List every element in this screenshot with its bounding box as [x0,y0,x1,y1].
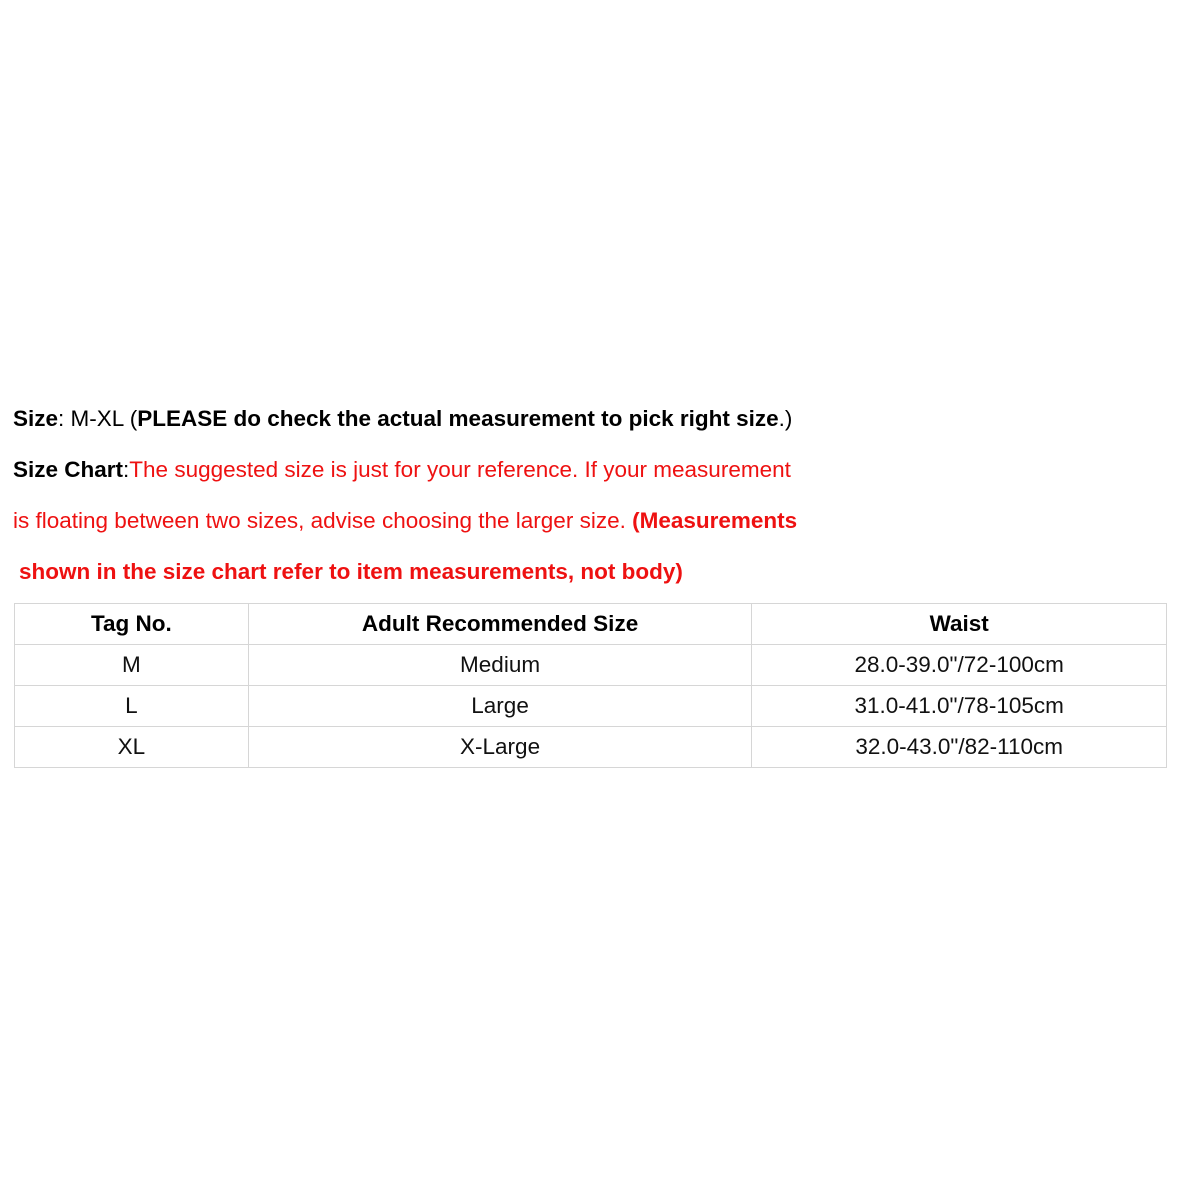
size-chart-note-2: is floating between two sizes, advise choosing the larger size. [13,508,633,533]
size-range: : M-XL ( [58,406,138,431]
cell-waist: 28.0-39.0"/72-100cm [752,645,1167,686]
cell-size: X-Large [248,727,752,768]
header-waist: Waist [752,604,1167,645]
size-chart-note-1: The suggested size is just for your reference. If your measurement [129,457,791,482]
size-chart-note-bold-3: shown in the size chart refer to item measurements, not body) [19,559,683,584]
size-chart-line-1 [13,444,1173,495]
table-header-row [15,604,1167,645]
size-note: PLEASE do check the actual measurement to pick right size [137,406,779,431]
header-adult-size: Adult Recommended Size [248,604,752,645]
size-chart-label: Size Chart [13,457,124,482]
table-row [15,645,1167,686]
size-chart-sep: : [123,457,130,482]
cell-waist: 31.0-41.0"/78-105cm [752,686,1167,727]
table-row [15,686,1167,727]
cell-size: Large [248,686,752,727]
size-line [13,393,1173,444]
size-chart-line-2 [13,495,1173,546]
size-chart-line-3 [13,546,1173,597]
cell-size: Medium [248,645,752,686]
cell-waist: 32.0-43.0"/82-110cm [752,727,1167,768]
cell-tag: M [15,645,249,686]
header-tag-no: Tag No. [15,604,249,645]
size-chart-note-bold-2: (Measurements [632,508,798,533]
size-label: Size [13,406,59,431]
size-note-end: .) [778,406,793,431]
size-table [14,603,1167,768]
table-row [15,727,1167,768]
cell-tag: L [15,686,249,727]
size-info-text [13,393,1173,597]
cell-tag: XL [15,727,249,768]
